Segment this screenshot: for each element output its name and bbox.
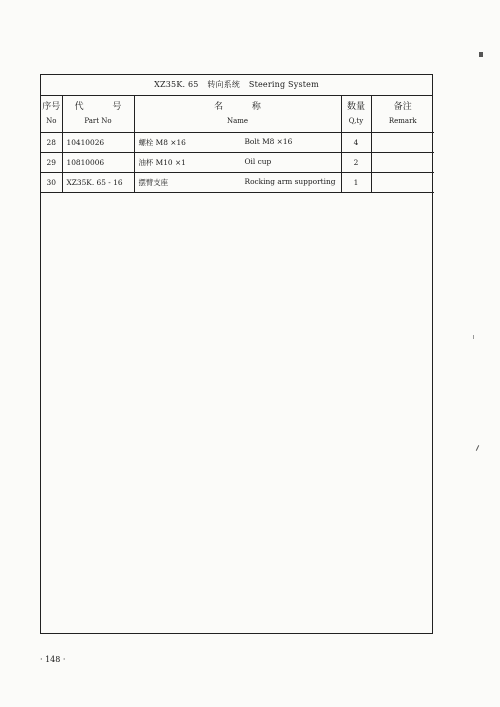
row-no: 29 bbox=[41, 153, 62, 173]
col-name-header: 名 称 Name bbox=[134, 96, 341, 133]
row-part-no: XZ35K. 65 - 16 bbox=[62, 173, 134, 193]
table-row bbox=[41, 173, 434, 193]
row-name bbox=[134, 153, 341, 173]
table-title bbox=[41, 75, 432, 96]
row-name-en: Bolt M8 ×16 bbox=[244, 137, 293, 146]
table-row bbox=[41, 133, 434, 153]
model-code: XZ35K. 65 bbox=[154, 80, 199, 89]
row-name-zh: 油杯 M10 ×1 bbox=[138, 158, 186, 167]
system-name-en: Steering System bbox=[248, 80, 319, 89]
row-no: 28 bbox=[41, 133, 62, 153]
row-name-zh: 摆臂支座 bbox=[138, 178, 169, 187]
scan-speck bbox=[473, 335, 474, 339]
page-number: · 148 · bbox=[40, 655, 66, 664]
row-remark bbox=[371, 153, 434, 173]
col-no-header: 序号 No bbox=[41, 96, 62, 133]
row-name-zh: 螺栓 M8 ×16 bbox=[138, 138, 186, 147]
row-no: 30 bbox=[41, 173, 62, 193]
system-name-zh: 转向系统 bbox=[207, 80, 241, 89]
row-qty: 2 bbox=[341, 153, 371, 173]
row-remark bbox=[371, 133, 434, 153]
col-remark-header: 备注 Remark bbox=[371, 96, 434, 133]
row-name-en: Rocking arm supporting bbox=[244, 177, 336, 186]
row-name bbox=[134, 133, 341, 153]
row-part-no: 10810006 bbox=[62, 153, 134, 173]
row-qty: 1 bbox=[341, 173, 371, 193]
col-part-header: 代 号 Part No bbox=[62, 96, 134, 133]
row-qty: 4 bbox=[341, 133, 371, 153]
row-name-en: Oil cup bbox=[244, 157, 272, 166]
parts-list-sheet bbox=[40, 74, 433, 634]
scan-speck bbox=[479, 52, 483, 57]
header-row bbox=[41, 96, 434, 133]
row-part-no: 10410026 bbox=[62, 133, 134, 153]
scan-speck bbox=[476, 445, 479, 451]
col-qty-header: 数量 Q,ty bbox=[341, 96, 371, 133]
row-remark bbox=[371, 173, 434, 193]
parts-table bbox=[41, 96, 434, 193]
table-row bbox=[41, 153, 434, 173]
row-name bbox=[134, 173, 341, 193]
